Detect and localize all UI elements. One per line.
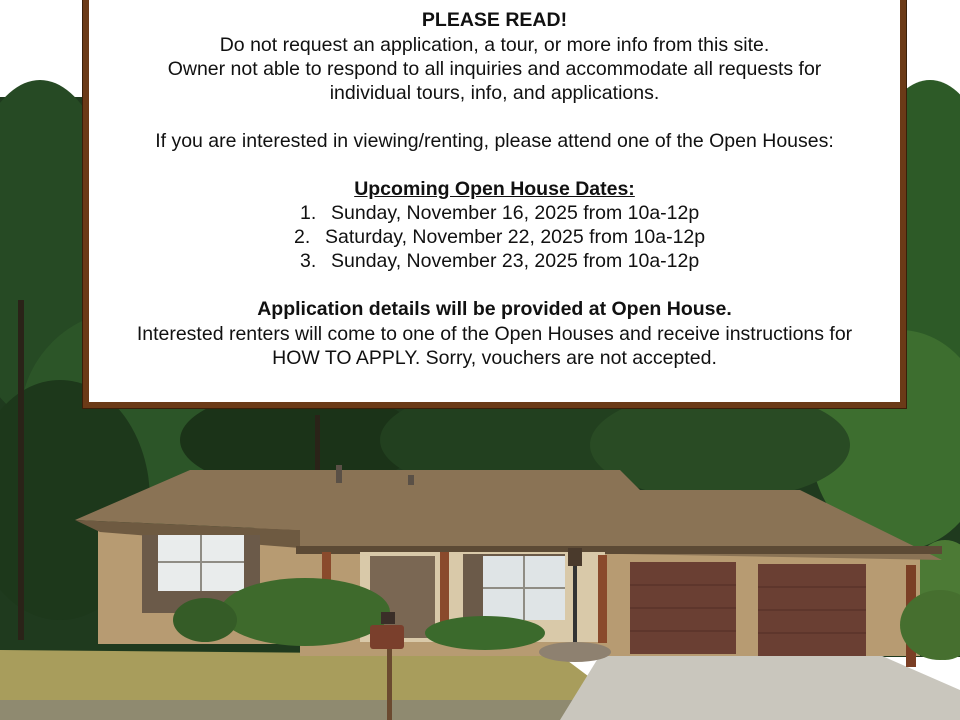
notice-line-4: If you are interested in viewing/renting, please attend one of the Open Houses: (155, 130, 834, 152)
date-text: Sunday, November 16, 2025 from 10a-12p (331, 202, 700, 224)
notice-box (83, 0, 906, 408)
notice-line-1: Do not request an application, a tour, or more info from this site. (219, 34, 770, 56)
dates-heading: Upcoming Open House Dates: (354, 178, 635, 200)
date-text: Sunday, November 23, 2025 from 10a-12p (331, 250, 700, 272)
notice-line-3: individual tours, info, and applications. (329, 82, 660, 104)
application-heading: Application details will be provided at Open House. (257, 298, 732, 320)
application-line-2: HOW TO APPLY. Sorry, vouchers are not accepted. (272, 347, 717, 369)
lamp (568, 548, 582, 566)
date-number: 2. (294, 226, 311, 248)
lawn (0, 650, 620, 705)
notice-line-2: Owner not able to respond to all inquiries and accommodate all requests for (167, 58, 822, 80)
date-number: 3. (300, 250, 317, 272)
driveway (560, 655, 960, 720)
date-number: 1. (300, 202, 317, 224)
notice-heading: PLEASE READ! (421, 9, 568, 31)
application-line-1: Interested renters will come to one of the Open Houses and receive instructions for (136, 323, 853, 345)
date-text: Saturday, November 22, 2025 from 10a-12p (325, 226, 706, 248)
